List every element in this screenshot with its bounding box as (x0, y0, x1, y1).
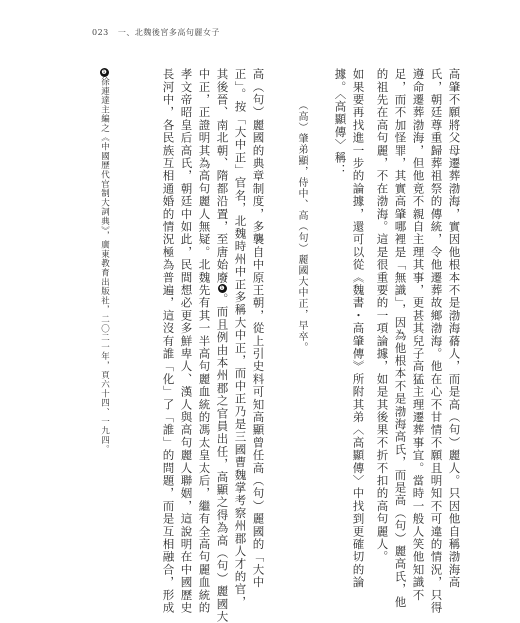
text-column: 遵命遷葬渤海，但他竟不親自主理其事，更甚其兒子高猛主理遷葬事宜。當時一般人笑他知識不 (411, 68, 426, 602)
text-column: 長河中，各民族互相通婚的情況極為普遍，這沒有誰「化」了「誰」的問題，而是互相融合，形成 (161, 68, 176, 615)
footnote-marker: ❶ (101, 69, 108, 76)
text-column: 高肇不願將父母遷葬渤海，實因他根本不是渤海蓨人，而是高（句）麗人。只因他自稱渤海高 (447, 68, 462, 589)
footnote-reference[interactable]: ❶ (219, 284, 226, 292)
page-number: 023 (92, 28, 109, 37)
text-column: 高（句）麗國的典章制度，多襲自中原王朝，從上引史料可知高顯曾任高（句）麗國的「大中 (251, 68, 266, 589)
text-column: 據。〈高顯傳〉稱： (333, 68, 348, 177)
text-column: 如果要再找進一步的論據，還可以從《魏書・高肇傳》所附其弟〈高顯傳〉中找到更確切的論 (351, 68, 366, 589)
text-column: 孝文帝昭皇后高氏，朝廷中如此，民間想必更多鮮卑人、漢人與高句麗人聯姻，這說明在中國歷史 (179, 68, 194, 615)
text-column (215, 68, 230, 623)
block-quote: （高）肇弟顯，侍中、高（句）麗國大中正，早卒。 (296, 100, 307, 353)
text-column: 中正，正證明其為高句麗人無疑。北魏先有其一半高句麗血統的馮太皇太后，繼有全高句麗血統的 (197, 68, 212, 615)
running-header (92, 27, 220, 38)
text-column: 氏，朝廷尊重歸葬祖祭的傳統，令他遷葬故鄉渤海。他在心不甘情不願且明知不可違的情況，只得 (429, 68, 444, 615)
footnote (100, 68, 109, 458)
footnote-text: 徐連達主編之《中國歷代官制大詞典》，廣東教育出版社，二〇二一年，頁六十四、一九四。 (99, 77, 110, 455)
running-title: 一、北魏後宮多高句麗女子 (117, 28, 220, 37)
text-column: 的祖先在高句麗，不在渤海。這是很重要的一項論據，如是其後果不折不扣的高句麗人。 (375, 68, 390, 564)
text-column: 足，而不加怪罪，其實高肇哪裡是「無識」，因為他根本不是渤海高氏，而是高（句）麗高氏，他 (393, 68, 408, 609)
text-column: 正」。按「大中正」官名，北魏時州中正多稱大中正，而中正乃是三國曹魏掌考察州郡人才的官， (233, 68, 248, 609)
text-segment: 其後晉、南北朝、隋都沿置，至唐始廢 (215, 68, 230, 284)
text-segment: 。而且例由本州郡之官員出任，高顯之得為高（句）麗國大 (215, 292, 230, 623)
